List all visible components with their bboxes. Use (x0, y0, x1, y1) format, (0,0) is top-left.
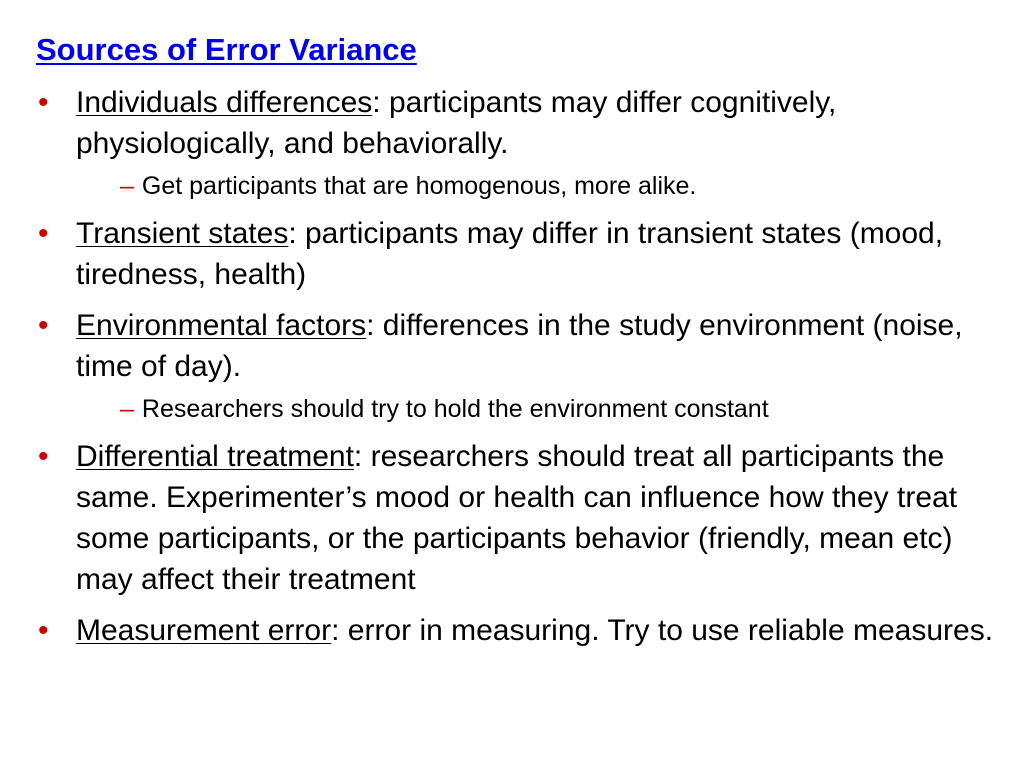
sub-bullet-text: Get participants that are homogenous, more alike. (141, 172, 697, 200)
bullet-measurement-error (36, 610, 996, 651)
slide-title[interactable]: Sources of Error Variance (36, 32, 417, 67)
bullet-term: Differential treatment (76, 440, 354, 473)
bullet-text: : participants may differ in transient states (mood, tiredness, health) (76, 217, 944, 291)
bullet-term: Transient states (76, 217, 289, 250)
bullet-marker: • (38, 614, 49, 647)
bullet-individual-differences (36, 82, 996, 164)
bullet-marker: • (38, 86, 49, 119)
bullet-marker: • (38, 440, 49, 473)
sub-bullet-environment-constant (120, 393, 996, 426)
bullet-list (36, 82, 996, 661)
sub-bullet-text: Researchers should try to hold the environment constant (141, 395, 769, 423)
sub-bullet-homogenous (120, 170, 996, 203)
bullet-term: Environmental factors (76, 309, 367, 342)
dash-marker: – (120, 172, 134, 200)
bullet-transient-states (36, 213, 996, 295)
bullet-text: : differences in the study environment (noise, time of day). (76, 309, 963, 383)
bullet-term: Measurement error (76, 614, 332, 647)
bullet-term: Individuals differences (76, 86, 373, 119)
bullet-marker: • (38, 217, 49, 250)
bullet-text: : participants may differ cognitively, physiologically, and behaviorally. (76, 86, 837, 160)
dash-marker: – (120, 395, 134, 423)
bullet-environmental-factors (36, 305, 996, 387)
bullet-marker: • (38, 309, 49, 342)
bullet-text: : error in measuring. Try to use reliable measures. (331, 614, 994, 647)
bullet-text: : researchers should treat all participants the same. Experimenter’s mood or health can influence how they treat some participants, or the participants behavior (friendly, mean etc) may affect their treatment (76, 440, 958, 596)
bullet-differential-treatment (36, 436, 996, 600)
